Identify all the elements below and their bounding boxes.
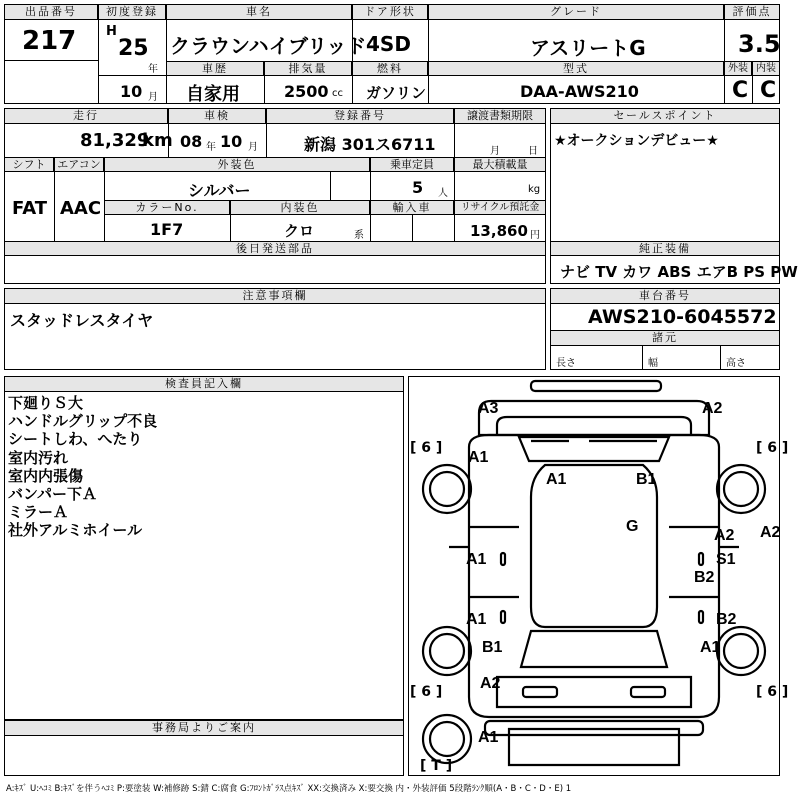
year: 25 [118, 36, 149, 61]
first-reg-divider [98, 75, 166, 76]
car-name: クラウンハイブリッド [170, 34, 367, 58]
damage-mark: A2 [760, 524, 781, 541]
car-name-label: 車名 [166, 4, 352, 20]
ac-label: エアコン [54, 157, 104, 172]
max-load-unit: kg [528, 184, 541, 195]
insp-month: 10 [220, 132, 243, 151]
ac: AAC [60, 198, 102, 219]
shift-label: シフト [4, 157, 54, 172]
chassis-label: 車台番号 [550, 288, 780, 304]
damage-mark: A1 [468, 449, 489, 466]
car-outline [409, 377, 779, 775]
inspector-line: 下廻りＳ大 [8, 394, 84, 412]
damage-mark: A1 [478, 729, 499, 746]
equipment-label: 純正装備 [550, 241, 780, 256]
legend: A:ｷｽﾞ U:ﾍｺﾐ B:ｷｽﾞを伴うﾍｺﾐ P:要塗装 W:補修跡 S:錆 C:腐食 G:ﾌﾛﾝﾄｶﾞﾗｽ点ｷｽﾞ XX:交換済み X:要交換 内・外装評価 5段階ﾗﾝｸ順(A・B・C・D・E) 1 [6, 784, 572, 794]
notes-text: スタッドレスタイヤ [10, 311, 154, 330]
import-label: 輸入車 [370, 200, 454, 215]
displacement: 2500 [284, 82, 329, 101]
ext-color-split [330, 172, 331, 200]
inspector-line: 社外アルミホイール [8, 521, 143, 540]
damage-mark: A2 [480, 675, 501, 692]
capacity-label: 乗車定員 [370, 157, 454, 172]
fuel-label: 燃料 [352, 61, 428, 76]
reg-no-label: 登録番号 [266, 108, 454, 124]
model-label: 型式 [428, 61, 724, 76]
office-block [4, 720, 404, 776]
col-divider-7 [752, 61, 753, 104]
fuel: ガソリン [366, 84, 427, 102]
transfer-label: 譲渡書類期限 [454, 108, 546, 124]
col-divider-3 [352, 4, 353, 104]
first-reg-label: 初度登録 [98, 4, 166, 20]
height-label: 高さ [726, 358, 746, 369]
mileage: 81,329 [80, 130, 150, 151]
import-split [412, 215, 413, 241]
exterior-grade: C [732, 78, 749, 103]
month-unit: 月 [148, 92, 158, 103]
displacement-unit: cc [332, 88, 343, 99]
length-label: 長さ [556, 358, 576, 369]
inspector-line: 室内内張傷 [8, 466, 84, 485]
damage-mark: A1 [466, 551, 487, 568]
int-color-unit: 系 [354, 230, 364, 241]
r2-col-f [370, 157, 371, 241]
door: 4SD [366, 32, 411, 56]
door-label: ドア形状 [352, 4, 428, 20]
col-divider-4 [428, 4, 429, 104]
capacity-unit: 人 [438, 188, 448, 199]
later-parts-label: 後日発送部品 [4, 241, 546, 256]
sales-point-label: セールスポイント [550, 108, 780, 124]
month: 10 [120, 82, 143, 101]
lot-divider [4, 60, 98, 61]
tire-mark: [ 6 ] [756, 440, 789, 456]
notes-label: 注意事項欄 [4, 288, 546, 304]
displacement-label: 排気量 [264, 61, 352, 76]
tire-mark: [ 6 ] [410, 684, 443, 700]
damage-mark: B1 [482, 639, 503, 656]
shift: FAT [12, 198, 48, 219]
damage-mark: B1 [636, 471, 657, 488]
interior-grade: C [760, 78, 777, 103]
equipment-text: ナビ TV カワ ABS エアB PS PW [560, 263, 798, 281]
r2-col-c [454, 108, 455, 241]
damage-mark: B2 [694, 569, 715, 586]
insp-year: 08 [180, 132, 203, 151]
history-label: 車歴 [166, 61, 264, 76]
damage-mark: B2 [716, 611, 737, 628]
damage-mark: A3 [478, 400, 499, 417]
damage-mark: A2 [702, 400, 723, 417]
dims-split-1 [642, 346, 643, 370]
col-divider-6 [264, 61, 265, 104]
score: 3.5 [738, 30, 781, 58]
damage-mark: A1 [546, 471, 567, 488]
damage-mark: G [626, 518, 639, 535]
col-divider-5 [724, 4, 725, 104]
tire-mark: [ 6 ] [410, 440, 443, 456]
grade-label: グレード [428, 4, 724, 20]
mileage-label: 走行 [4, 108, 168, 124]
transfer-month-unit: 月 [490, 146, 500, 157]
max-load-label: 最大積載量 [454, 157, 546, 172]
lot-no-label: 出品番号 [4, 4, 98, 20]
inspector-line: シートしわ、へたり [8, 430, 143, 449]
inspection-label: 車検 [168, 108, 266, 124]
reg-no: 新潟 301ス6711 [304, 135, 436, 154]
lot-no: 217 [22, 26, 77, 56]
inspector-line: 室内汚れ [8, 448, 69, 467]
chassis-value: AWS210-6045572 [588, 306, 777, 328]
inspector-line: バンパー下Ａ [8, 485, 97, 504]
damage-mark: A2 [714, 527, 735, 544]
mileage-unit: km [142, 130, 173, 151]
inspector-line: ミラーＡ [8, 503, 69, 522]
r2-col-b [266, 108, 267, 157]
color-no-label: カラーNo. [104, 200, 230, 215]
dims-split-2 [720, 346, 721, 370]
inspector-lines [8, 394, 157, 540]
ext-color-label: 外装色 [104, 157, 370, 172]
dims-label: 諸元 [550, 330, 780, 346]
year-unit: 年 [148, 64, 158, 75]
transfer-day-unit: 日 [528, 146, 538, 157]
inspector-label: 検査員記入欄 [4, 376, 404, 392]
sales-point-text: ★オークションデビュー★ [554, 133, 719, 149]
insp-month-unit: 月 [248, 142, 258, 153]
int-color-label: 内装色 [230, 200, 370, 215]
r2-col-d [54, 157, 55, 241]
score-label: 評価点 [724, 4, 780, 20]
interior-label: 内装 [752, 61, 780, 76]
model: DAA-AWS210 [520, 82, 639, 101]
color-no: 1F7 [150, 220, 184, 239]
capacity: 5 [412, 178, 424, 197]
era: H [106, 24, 117, 39]
ext-color: シルバー [188, 181, 251, 200]
damage-mark: A1 [700, 639, 721, 656]
inspector-line: ハンドルグリップ不良 [8, 412, 158, 431]
recycle-label: リサイクル預託金 [454, 200, 546, 215]
damage-mark: S1 [716, 551, 736, 568]
r2-col-g [230, 200, 231, 241]
recycle: 13,860 [470, 222, 528, 240]
damage-mark: A1 [466, 611, 487, 628]
tire-mark: [ 6 ] [756, 684, 789, 700]
tire-mark: [ T ] [420, 758, 453, 774]
insp-year-unit: 年 [206, 142, 216, 153]
grade: アスリートG [530, 36, 646, 60]
history: 自家用 [186, 84, 240, 105]
width-label: 幅 [648, 358, 658, 369]
recycle-unit: 円 [530, 230, 540, 241]
r2-col-a [168, 108, 169, 157]
office-label: 事務局よりご案内 [4, 720, 404, 736]
int-color: クロ [284, 222, 315, 240]
damage-diagram [408, 376, 780, 776]
exterior-label: 外装 [724, 61, 752, 76]
